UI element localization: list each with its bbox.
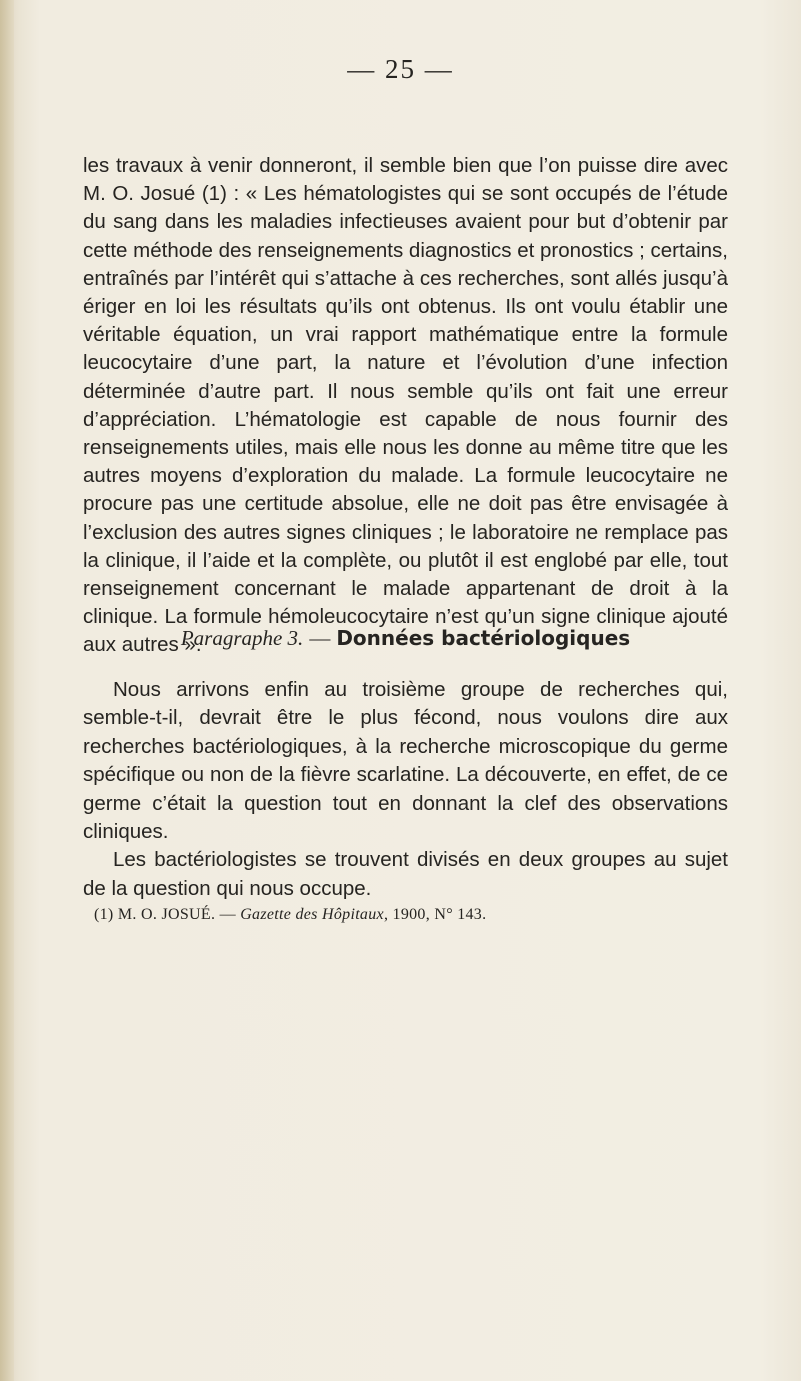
footnote [94,906,486,924]
footnote-marker: (1) [94,906,114,923]
section-dash: — [309,626,331,650]
footnote-journal: Gazette des Hôpitaux [240,906,384,923]
body-text [83,152,728,660]
section-paragraph: Les bactériologistes se trouvent divisés en deux groupes au sujet de la question qui nous occupe. [83,848,728,900]
page-edge [0,0,14,1381]
section-label: Paragraphe 3. [180,626,304,650]
section-title: Données bactériologiques [336,626,631,650]
page-number: — 25 — [347,54,454,84]
section-paragraph: Nous arrivons enfin au troisième groupe de recherches qui, semble-t-il, devrait être le plus fécond, nous voulons dire aux recherches bactériologiques, à la recherche microscopique du germe spécifique ou non de la fièvre scarlatine. La découverte, en effet, de ce germe c’était la question tout en donnant la clef des observations cliniques. [83,678,728,844]
section-body [83,676,728,903]
footnote-author: M. O. JOSUÉ. — [117,906,236,923]
section-heading [83,626,728,651]
footnote-reference: , 1900, N° 143. [383,906,487,923]
body-paragraph: les travaux à venir donneront, il semble bien que l’on puisse dire avec M. O. Josué (1) : « Les hématologistes qui se sont occupés de l’étude du sang dans les maladies infectieuses avaient pour but d’obtenir par cette méthode des renseignements diagnostics et pronostics ; certains, entraînés par l’intérêt qui s’attache à ces recherches, sont allés jusqu’à ériger en loi les résultats qu’ils ont obtenus. Ils ont voulu établir une véritable équation, un vrai rapport mathématique entre la formule leucocytaire d’une part, la nature et l’évolution d’une infection déterminée d’autre part. Il nous semble qu’ils ont fait une erreur d’appréciation. L’hématologie est capable de nous fournir des renseignements utiles, mais elle nous les donne au même titre que les autres moyens d’exploration du malade. La formule leucocytaire ne procure pas une certitude absolue, elle ne doit pas être envisagée à l’exclusion des autres signes cliniques ; le laboratoire ne remplace pas la clinique, il l’aide et la complète, ou plutôt il est englobé par elle, tout renseignement concernant le malade appartenant de droit à la clinique. La formule hémoleucocytaire n’est qu’un signe clinique ajouté aux autres ». [83,154,728,657]
